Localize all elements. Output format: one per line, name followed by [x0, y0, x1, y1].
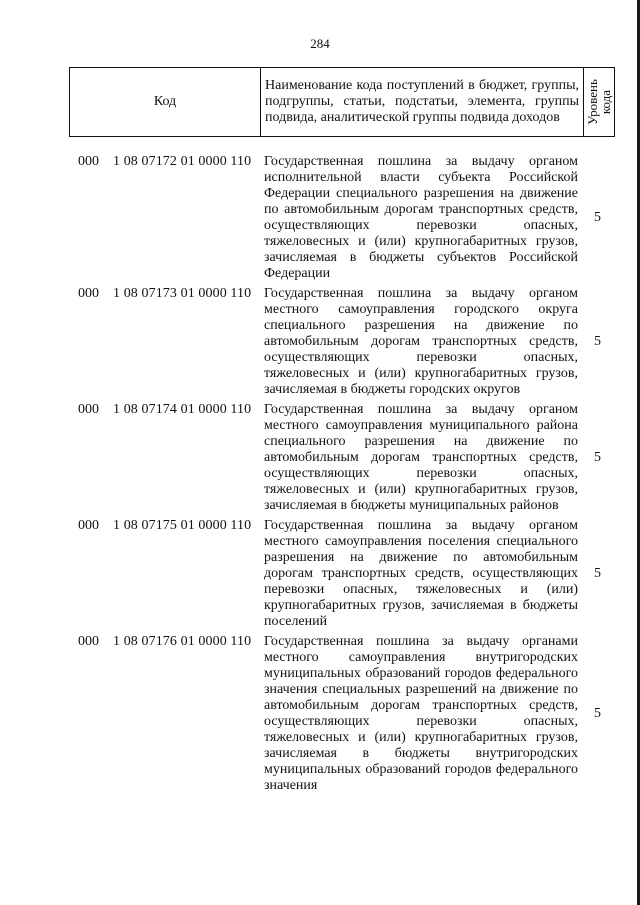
header-level-label: [586, 79, 612, 125]
code-level: 5: [594, 210, 601, 225]
header-code-cell: Код: [70, 68, 261, 137]
revenue-name: Государственная пошлина за выдачу органом местного самоуправления поселения специального разрешения на движение по автомобильным дорогам транспортных средств, осуществляющих перевозки опасных, тяжеловесных и (или) крупногабаритных грузов, зачисляемая в бюджеты поселений: [264, 518, 578, 629]
admin-code: 000: [78, 286, 99, 301]
revenue-code: 1 08 07176 01 0000 110: [113, 634, 252, 649]
header-level-line1: Уровень: [585, 79, 600, 125]
admin-code: 000: [78, 634, 99, 649]
table-header: [69, 67, 615, 137]
admin-code: 000: [78, 402, 99, 417]
revenue-code: 1 08 07175 01 0000 110: [113, 518, 252, 533]
admin-code: 000: [78, 518, 99, 533]
admin-code: 000: [78, 154, 99, 169]
header-level-cell: [584, 68, 615, 137]
revenue-name: Государственная пошлина за выдачу органом местного самоуправления муниципального района специального разрешения на движение по автомобильным дорогам транспортных средств, осуществляющих перевозки опасных, тяжеловесных и (или) крупногабаритных грузов, зачисляемая в бюджеты муниципальных районов: [264, 402, 578, 513]
page-number: 284: [310, 36, 330, 51]
revenue-code: 1 08 07173 01 0000 110: [113, 286, 252, 301]
code-level: 5: [594, 706, 601, 721]
revenue-name: Государственная пошлина за выдачу органами местного самоуправления внутригородских муниципальных образований городов федерального значения специальных разрешений на движение по автомобильным дорогам транспортных средств, осуществляющих перевозки опасных, тяжеловесных и (или) крупногабаритных грузов, зачисляемая в бюджеты внутригородских муниципальных образований городов федерального значения: [264, 634, 578, 793]
table-row: [0, 634, 640, 794]
revenue-name: Государственная пошлина за выдачу органом исполнительной власти субъекта Российской Федерации специального разрешения на движение по автомобильным дорогам транспортных средств, осуществляющих перевозки опасных, тяжеловесных и (или) крупногабаритных грузов, зачисляемая в бюджеты субъектов Российской Федерации: [264, 154, 578, 281]
table-row: [0, 402, 640, 514]
revenue-name: Государственная пошлина за выдачу органом местного самоуправления городского округа специального разрешения на движение по автомобильным дорогам транспортных средств, осуществляющих перевозки опасных, тяжеловесных и (или) крупногабаритных грузов, зачисляемая в бюджеты городских округов: [264, 286, 578, 397]
code-level: 5: [594, 566, 601, 581]
header-level-line2: кода: [598, 89, 613, 115]
code-level: 5: [594, 334, 601, 349]
table-row: [0, 154, 640, 282]
table-row: [0, 286, 640, 398]
code-level: 5: [594, 450, 601, 465]
table-row: [0, 518, 640, 630]
revenue-code: 1 08 07172 01 0000 110: [113, 154, 252, 169]
revenue-code-list: [0, 154, 640, 798]
header-name-cell: Наименование кода поступлений в бюджет, группы, подгруппы, статьи, подстатьи, элемента, группы подвида, аналитической группы подвида доходов: [261, 68, 584, 137]
revenue-code: 1 08 07174 01 0000 110: [113, 402, 252, 417]
